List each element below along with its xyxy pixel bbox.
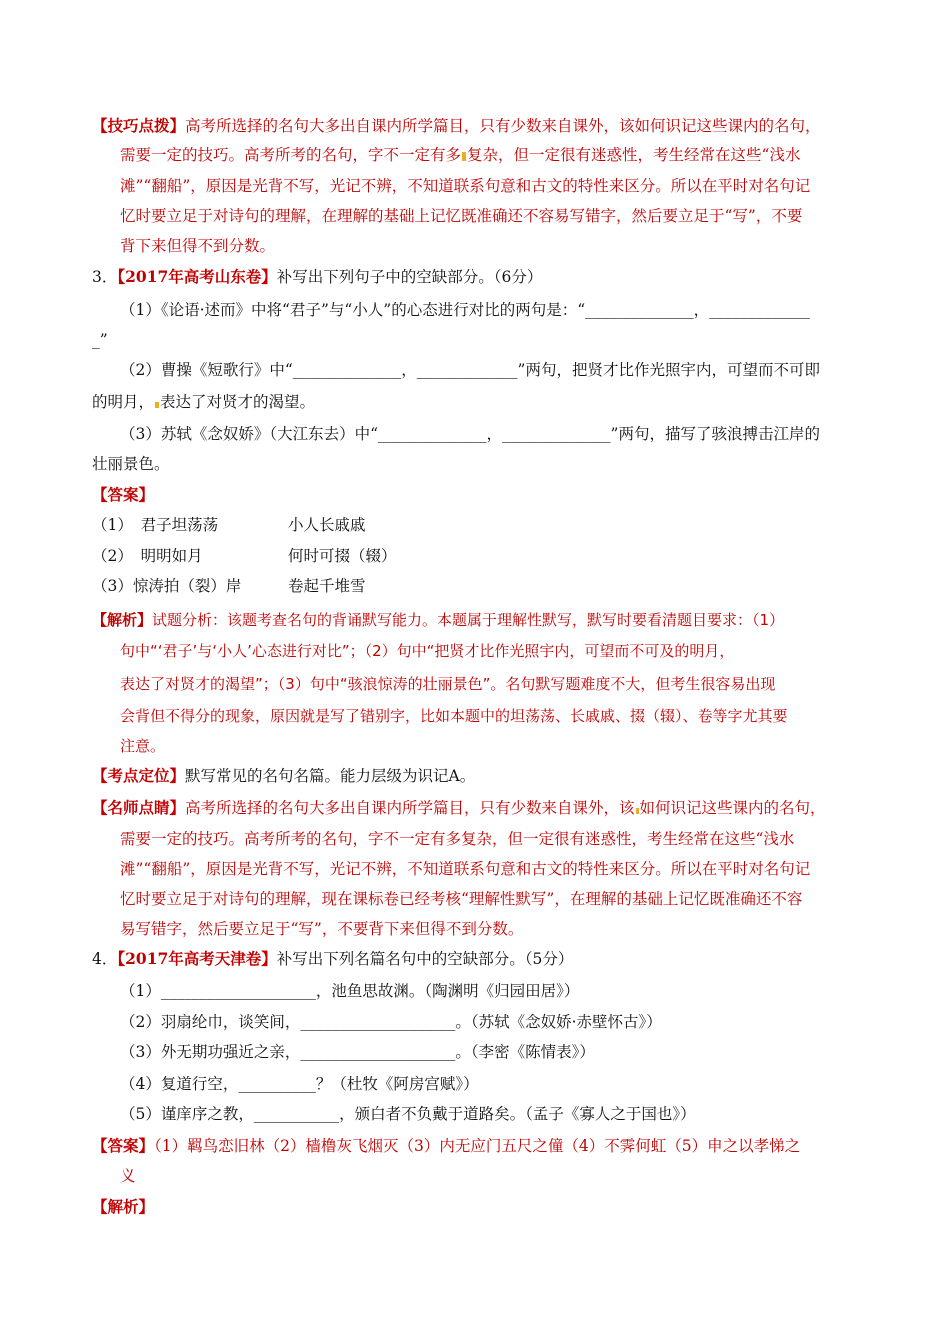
answer-tag: 【答案】 xyxy=(92,485,155,504)
analysis-line-5: 注意。 xyxy=(120,737,166,755)
question-4-source: 【2017年高考天津卷】 xyxy=(117,949,277,968)
question-4-item-2: （2）羽扇纶巾，谈笑间，____________________。（苏轼《念奴娇·赤壁怀古》） xyxy=(120,1013,662,1031)
teacher-line-2: 需要一定的技巧。高考所考的名句，字不一定有多复杂，但一定很有迷惑性，考生经常在这些“浅水 xyxy=(120,830,795,848)
answer-row-1: （1） 君子坦荡荡 xyxy=(92,516,219,534)
q4-answer-tag: 【答案】 xyxy=(92,1136,155,1155)
teacher-line-4: 忆时要立足于对诗句的理解，现在课标卷已经考核“理解性默写”，在理解的基础上记忆既准确还不容 xyxy=(120,890,803,908)
analysis-line-2: 句中“‘君子’与‘小人’心态进行对比”；（2）句中“把贤才比作光照宇内，可望而不可及的明月， xyxy=(120,642,735,660)
question-3-source: 【2017年高考山东卷】 xyxy=(117,267,277,286)
analysis-line-1: 【解析】试题分析：该题考查名句的背诵默写能力。本题属于理解性默写，默写时要看清题目要求：（1） xyxy=(92,611,785,629)
answer-row-2: （2） 明明如月 xyxy=(92,547,203,565)
tips-line-4: 忆时要立足于对诗句的理解，在理解的基础上记忆既准确还不容易写错字，然后要立足于“写”，不要 xyxy=(120,207,803,225)
highlight-mark xyxy=(155,402,159,408)
question-3-item-2-cont: 的明月， 表达了对贤才的渴望。 xyxy=(92,393,316,411)
teacher-tag: 【名师点睛】 xyxy=(92,798,186,817)
tips-line-3: 滩”“翻船”，原因是光背不写，光记不辨，不知道联系句意和古文的特性来区分。所以在平时对名句记 xyxy=(120,177,811,195)
question-3-item-3-cont: 壮丽景色。 xyxy=(92,455,170,473)
tips-line-1: 【技巧点拨】高考所选择的名句大多出自课内所学篇目，只有少数来自课外，该如何识记这些课内的名句， xyxy=(92,116,821,135)
answer-row-3-b: 卷起千堆雪 xyxy=(288,577,366,595)
answer-row-1-b: 小人长戚戚 xyxy=(288,516,366,534)
tips-tag: 【技巧点拨】 xyxy=(92,116,186,135)
teacher-line-3: 滩”“翻船”，原因是光背不写，光记不辨，不知道联系句意和古文的特性来区分。所以在平时对名句记 xyxy=(120,860,811,878)
analysis-line-3: 表达了对贤才的渴望”；（3）句中“骇浪惊涛的壮丽景色”。名句默写题难度不大，但考生很容易出现 xyxy=(120,675,776,693)
question-3-item-1-cont: _” xyxy=(92,331,108,349)
point-line: 【考点定位】默写常见的名句名篇。能力层级为识记A。 xyxy=(92,766,476,785)
tips-line-5: 背下来但得不到分数。 xyxy=(120,237,276,255)
analysis-line-4: 会背但不得分的现象，原因就是写了错别字，比如本题中的坦荡荡、长戚戚、掇（辍）、卷等字尤其要 xyxy=(120,707,788,725)
answer-row-3: （3）惊涛拍（裂）岸 xyxy=(92,577,242,595)
highlight-mark xyxy=(636,808,639,814)
q4-answer-line-1: 【答案】（1）羁鸟恋旧林（2）樯橹灰飞烟灭（3）内无应门五尺之僮（4）不霁何虹（5）申之以孝悌之 xyxy=(92,1136,801,1155)
question-3-item-2: （2）曹操《短歌行》中“______________，_____________”两句，把贤才比作光照宇内，可望而不可即 xyxy=(120,361,820,379)
teacher-line-5: 易写错字，然后要立足于“写”，不要背下来但得不到分数。 xyxy=(120,920,524,938)
question-3-stem: 3．【2017年高考山东卷】补写出下列句子中的空缺部分。（6分） xyxy=(92,267,543,286)
question-4-stem: 4．【2017年高考天津卷】补写出下列名篇名句中的空缺部分。（5分） xyxy=(92,949,574,968)
q4-answer-line-2: 义 xyxy=(120,1167,136,1185)
point-tag: 【考点定位】 xyxy=(92,766,186,785)
question-4-item-5: （5）谨庠序之教，___________，颁白者不负戴于道路矣。（孟子《寡人之于国也》） xyxy=(120,1105,696,1123)
teacher-line-1: 【名师点睛】高考所选择的名句大多出自课内所学篇目，只有少数来自课外，该 如何识记这些课内的名句， xyxy=(92,798,826,817)
question-4-item-1: （1）____________________，池鱼思故渊。（陶渊明《归园田居》） xyxy=(120,982,580,1000)
answer-row-2-b: 何时可掇（辍） xyxy=(288,547,397,565)
tips-line-2: 需要一定的技巧。高考所考的名句，字不一定有多 复杂，但一定很有迷惑性，考生经常在这些“浅水 xyxy=(120,146,801,164)
highlight-mark xyxy=(462,152,466,161)
question-3-item-1: （1）《论语·述而》中将“君子”与“小人”的心态进行对比的两句是：“______________，_____________ xyxy=(120,301,810,319)
question-4-item-4: （4）复道行空，__________？（杜牧《阿房宫赋》） xyxy=(120,1075,479,1093)
question-3-item-3: （3）苏轼《念奴娇》（大江东去）中“______________，______________”两句，描写了骇浪搏击江岸的 xyxy=(120,425,820,443)
analysis-tag: 【解析】 xyxy=(92,611,153,629)
q4-analysis-tag: 【解析】 xyxy=(92,1197,155,1216)
question-4-item-3: （3）外无期功强近之亲，____________________。（李密《陈情表》） xyxy=(120,1043,595,1061)
